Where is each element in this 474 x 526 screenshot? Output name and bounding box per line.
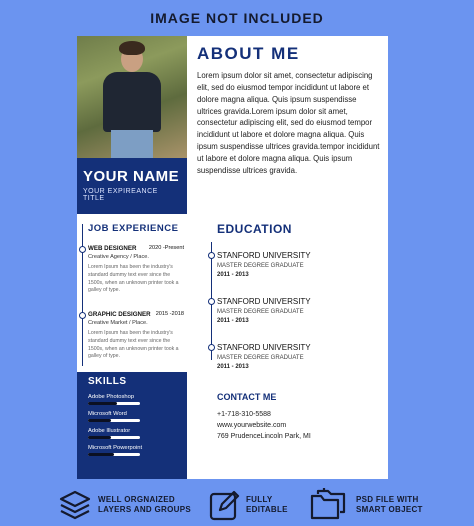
skill-level-bar xyxy=(88,419,140,422)
resume-page xyxy=(77,36,388,479)
contact-section xyxy=(217,392,311,443)
timeline-dot xyxy=(208,298,215,305)
profile-title: YOUR EXPIREANCE TITLE xyxy=(83,188,158,202)
degree: MASTER DEGREE GRADUATE xyxy=(217,355,304,361)
folder-icon xyxy=(310,488,350,522)
job-role: GRAPHIC DESIGNER xyxy=(88,311,151,318)
skill-level-bar xyxy=(88,436,140,439)
about-heading: ABOUT ME xyxy=(197,44,300,63)
feature-line2: EDITABLE xyxy=(246,505,288,514)
feature-layers xyxy=(58,488,191,522)
feature-line2: LAYERS AND GROUPS xyxy=(98,505,191,514)
skill-name: Microsoft Word xyxy=(88,411,127,417)
timeline-dot xyxy=(208,252,215,259)
education-entry xyxy=(217,297,377,324)
job-description: Lorem Ipsum has been the industry's standard dummy text ever since the 1500s, when an unknown printer took a galley of type. xyxy=(88,264,179,294)
school-name: STANFORD UNIVERSITY xyxy=(217,297,311,306)
school-name: STANFORD UNIVERSITY xyxy=(217,251,311,260)
job-entry xyxy=(88,245,184,295)
skills-panel xyxy=(77,372,187,479)
school-name: STANFORD UNIVERSITY xyxy=(217,343,311,352)
degree: MASTER DEGREE GRADUATE xyxy=(217,309,304,315)
skill-level-fill xyxy=(88,419,111,422)
years: 2011 - 2013 xyxy=(217,318,249,324)
skill-level-fill xyxy=(88,453,114,456)
contact-address: 769 PrudenceLincoln Park, MI xyxy=(217,432,311,440)
skill-level-fill xyxy=(88,402,117,405)
profile-photo xyxy=(77,36,187,158)
job-role: WEB DESIGNER xyxy=(88,245,137,252)
skill-level-bar xyxy=(88,402,140,405)
job-description: Lorem Ipsum has been the industry's standard dummy text ever since the 1500s, when an unknown printer took a galley of type. xyxy=(88,330,179,360)
contact-website: www.yourwebsite.com xyxy=(217,421,287,429)
feature-line1: WELL ORGNAIZED xyxy=(98,495,175,505)
feature-psd xyxy=(310,488,423,522)
skill-name: Microsoft Powerpoint xyxy=(88,445,143,451)
job-company: Creative Agency / Place. xyxy=(88,254,149,260)
education-entry xyxy=(217,343,377,370)
skill-name: Adobe Photoshop xyxy=(88,394,135,400)
skills-heading: SKILLS xyxy=(88,376,127,387)
years: 2011 - 2013 xyxy=(217,364,249,370)
timeline-dot xyxy=(79,312,86,319)
feature-line2: SMART OBJECT xyxy=(356,505,423,514)
experience-heading: JOB EXPERIENCE xyxy=(88,223,179,234)
skill-level-fill xyxy=(88,436,111,439)
education-heading: EDUCATION xyxy=(217,222,292,236)
job-dates: 2020 -Present xyxy=(148,245,184,251)
feature-editable xyxy=(208,488,288,522)
timeline-dot xyxy=(79,246,86,253)
timeline-dot xyxy=(208,344,215,351)
years: 2011 - 2013 xyxy=(217,272,249,278)
feature-line1: FULLY xyxy=(246,495,273,505)
job-entry xyxy=(88,311,184,361)
skill-level-bar xyxy=(88,453,140,456)
image-not-included-banner: IMAGE NOT INCLUDED xyxy=(150,10,324,26)
edit-icon xyxy=(208,488,240,522)
feature-line1: PSD FILE WITH xyxy=(356,495,419,505)
degree: MASTER DEGREE GRADUATE xyxy=(217,263,304,269)
contact-phone: +1-718-310-5588 xyxy=(217,411,271,418)
profile-name: YOUR NAME xyxy=(83,168,180,185)
education-entry xyxy=(217,251,377,278)
skill-name: Adobe Illustrator xyxy=(88,428,131,434)
name-box xyxy=(77,158,187,214)
contact-heading: CONTACT ME xyxy=(217,392,277,402)
about-text: Lorem ipsum dolor sit amet, consectetur adipiscing elit, sed do eiusmod tempor incididunt ut labore et dolore magna aliqua. Quis ipsum suspendisse ultrices gravida.Lorem ipsum dolor sit amet, consectetur adipiscing elit, sed do eiusmod tempor incididunt ut labore et dolore magna aliqua. Quis ipsum suspendisse ultrices gravida.tempor incididunt ut labore et dolore magna aliqua. Quis ipsum suspendisse ultrices gravida. xyxy=(197,71,380,175)
job-dates: 2015 -2018 xyxy=(155,311,184,317)
job-company: Creative Market / Place. xyxy=(88,320,148,326)
layers-icon xyxy=(58,488,92,522)
